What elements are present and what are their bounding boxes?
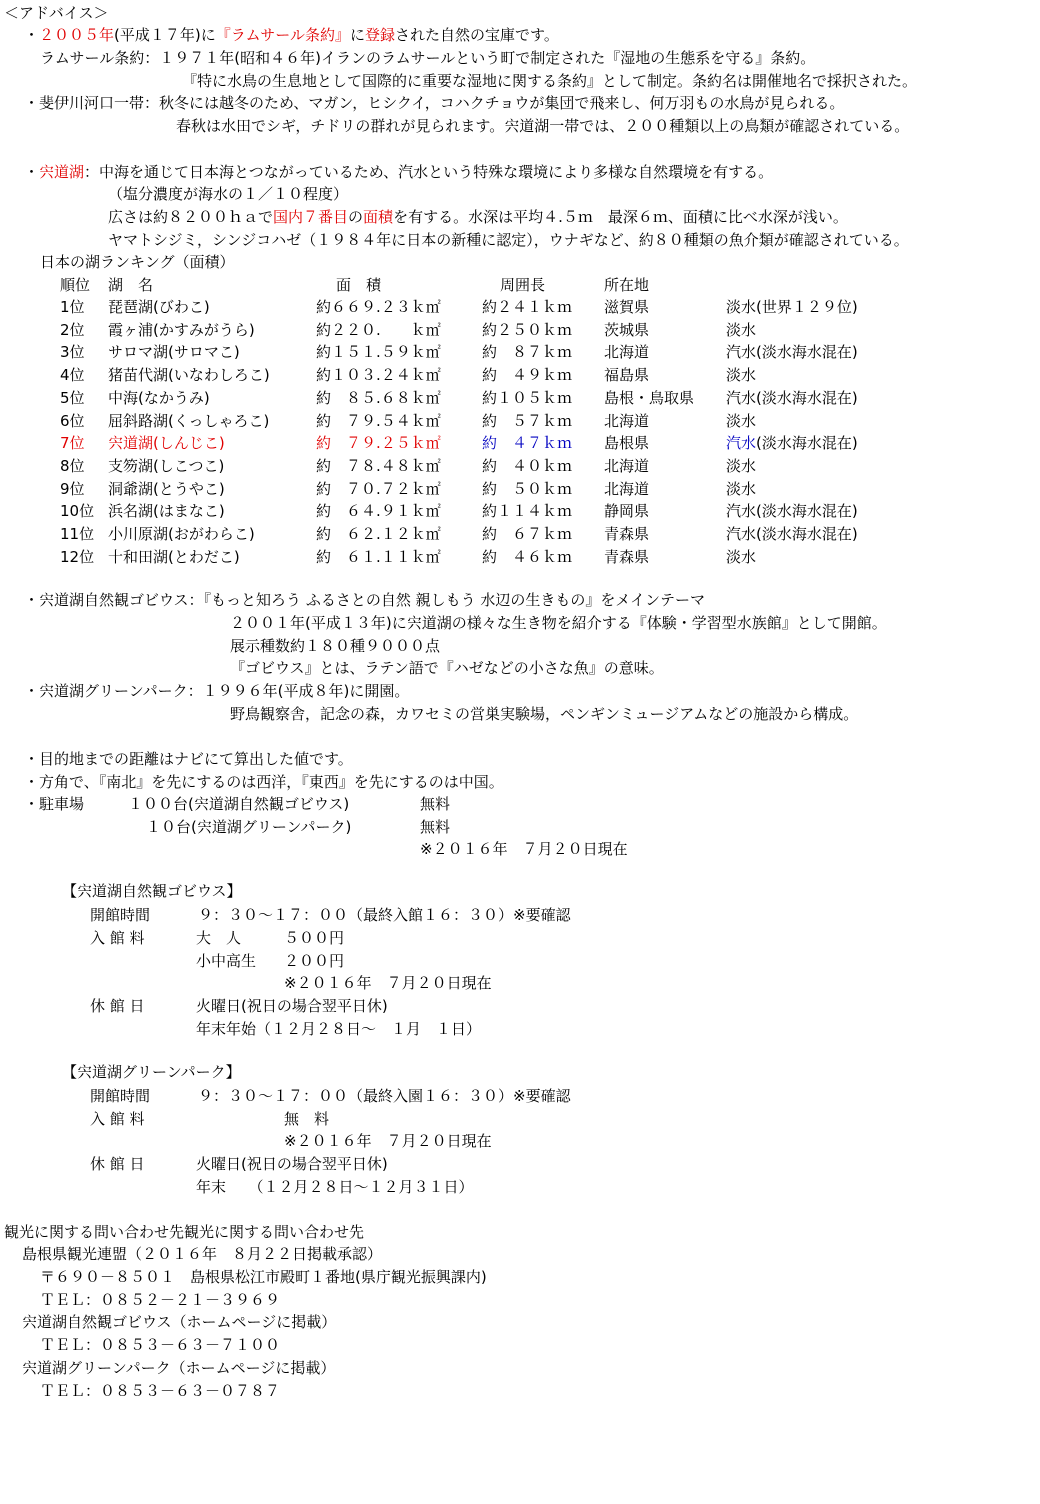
area-cell: 約１０３.２４ｋ㎡ [316, 366, 441, 384]
parking-gobius-fee: 無料 [420, 795, 451, 813]
rank-cell: 12位 [60, 548, 95, 566]
water-type-cell: 淡水 [726, 457, 757, 475]
location-cell: 青森県 [604, 548, 650, 566]
header-area: 面 積 [336, 276, 382, 294]
ramsar-line-2: ラムサール条約：１９７１年(昭和４６年)イランのラムサールという町で制定された『湿地の生態系を守る』条約。 [40, 49, 816, 67]
shinji-name: 宍道湖 [39, 163, 85, 181]
location-cell: 茨城県 [604, 321, 650, 339]
contact-title: 観光に関する問い合わせ先観光に関する問い合わせ先 [4, 1223, 365, 1241]
shinji-depth-text: を有する。水深は平均４.５ｍ 最深６ｍ、面積に比べ水深が浅い。 [393, 208, 848, 226]
location-cell: 島根・鳥取県 [604, 389, 695, 407]
hiikawa-line-2: 春秋は水田でシギ，チドリの群れが見られます。宍道湖一帯では、２００種類以上の鳥類が確認されている。 [176, 117, 910, 135]
water-type-cell: 淡水 [726, 548, 757, 566]
area-cell: 約 ７８.４８ｋ㎡ [316, 457, 441, 475]
perimeter-cell: 約 ４９ｋｍ [482, 366, 573, 384]
area-cell: 約２２０. ｋ㎡ [316, 321, 441, 339]
gobius-fee-child-label: 小中高生 [196, 952, 257, 970]
contact-federation: 島根県観光連盟（２０１６年 ８月２２日掲載承認） [22, 1245, 383, 1263]
location-cell: 北海道 [604, 412, 650, 430]
rank-cell: 11位 [60, 525, 95, 543]
shinji-line-2: （塩分濃度が海水の１／１０程度） [108, 185, 349, 203]
contact-gobius: 宍道湖自然観ゴビウス（ホームページに掲載） [22, 1313, 337, 1331]
rank-cell: 6位 [60, 412, 85, 430]
rank-cell: 2位 [60, 321, 85, 339]
shinji-particle: の [348, 208, 364, 226]
location-cell: 静岡県 [604, 502, 650, 520]
lake-name-cell: 霞ヶ浦(かすみがうら) [108, 321, 255, 339]
lake-name-cell: 十和田湖(とわだこ) [108, 548, 240, 566]
lake-name-cell: 支笏湖(しこつこ) [108, 457, 225, 475]
bullet: ・ [24, 163, 40, 181]
green-fee: 無 料 [284, 1110, 330, 1128]
location-cell: 北海道 [604, 457, 650, 475]
area-cell: 約 ７９.２５ｋ㎡ [316, 434, 441, 452]
gobius-info-title: 【宍道湖自然観ゴビウス】 [62, 882, 242, 900]
parking-greenpark-fee: 無料 [420, 818, 451, 836]
perimeter-cell: 約１１４ｋｍ [482, 502, 573, 520]
note-direction: ・方角で、『南北』を先にするのは西洋，『東西』を先にするのは中国。 [24, 773, 504, 791]
contact-address: 〒６９０－８５０１ 島根県松江市殿町１番地(県庁観光振興課内) [40, 1268, 487, 1286]
bullet: ・ [24, 26, 40, 44]
area-cell: 約 ６４.９１ｋ㎡ [316, 502, 441, 520]
water-type-cell: 淡水(世界１２９位) [726, 298, 858, 316]
green-closed-2: 年末 （１２月２８日～１２月３１日） [196, 1178, 474, 1196]
rank-cell: 1位 [60, 298, 85, 316]
parking-greenpark: １０台(宍道湖グリーンパーク) [146, 818, 352, 836]
rank-cell: 4位 [60, 366, 85, 384]
rank-cell: 9位 [60, 480, 85, 498]
gobius-hours-label: 開館時間 [90, 906, 151, 924]
perimeter-cell: 約 ６７ｋｍ [482, 525, 573, 543]
gobius-line-4: 『ゴビウス』とは、ラテン語で『ハゼなどの小さな魚』の意味。 [230, 659, 664, 677]
contact-tel-greenpark: ＴＥＬ：０８５３－６３－０７８７ [40, 1382, 281, 1400]
gobius-line-3: 展示種数約１８０種９０００点 [230, 637, 441, 655]
green-closed-1: 火曜日(祝日の場合翌平日休) [196, 1155, 388, 1173]
gobius-closed-2: 年末年始（１２月２８日～ １月 １日） [196, 1020, 482, 1038]
gobius-fee-adult: ５００円 [284, 929, 345, 947]
advice-heading: ＜アドバイス＞ [4, 4, 109, 22]
header-location: 所在地 [604, 276, 650, 294]
green-fee-label: 入 館 料 [90, 1110, 145, 1128]
gobius-line-2: ２００１年(平成１３年)に宍道湖の様々な生き物を紹介する『体験・学習型水族館』として開館。 [230, 614, 887, 632]
area-cell: 約 ６２.１２ｋ㎡ [316, 525, 441, 543]
location-cell: 青森県 [604, 525, 650, 543]
green-closed-label: 休 館 日 [90, 1155, 145, 1173]
gobius-fee-label: 入 館 料 [90, 929, 145, 947]
lake-name-cell: 琵琶湖(びわこ) [108, 298, 210, 316]
area-cell: 約 ６１.１１ｋ㎡ [316, 548, 441, 566]
gobius-closed-1: 火曜日(祝日の場合翌平日休) [196, 997, 388, 1015]
perimeter-cell: 約 ４６ｋｍ [482, 548, 573, 566]
shinji-rank-highlight: 国内７番目 [273, 208, 349, 226]
shinji-line-3 [108, 206, 848, 228]
gobius-line-1: ・宍道湖自然観ゴビウス：『もっと知ろう ふるさとの自然 親しもう 水辺の生きもの』をメインテーマ [24, 591, 706, 609]
hiikawa-line-1: ・斐伊川河口一帯：秋冬には越冬のため、マガン，ヒシクイ，コハクチョウが集団で飛来し、何万羽もの水鳥が見られる。 [24, 94, 845, 112]
ranking-title: 日本の湖ランキング（面積） [40, 253, 235, 271]
green-hours: ９：３０～１７：００（最終入園１６：３０）※要確認 [198, 1087, 571, 1105]
gobius-hours: ９：３０～１７：００（最終入館１６：３０）※要確認 [198, 906, 571, 924]
area-cell: 約 ７０.７２ｋ㎡ [316, 480, 441, 498]
green-info-title: 【宍道湖グリーンパーク】 [62, 1063, 241, 1081]
ramsar-treaty: 『ラムサール条約』 [215, 26, 351, 44]
parking-gobius: １００台(宍道湖自然観ゴビウス) [128, 795, 350, 813]
rank-cell: 8位 [60, 457, 85, 475]
perimeter-cell: 約 ８７ｋｍ [482, 343, 573, 361]
perimeter-cell: 約 ５７ｋｍ [482, 412, 573, 430]
contact-tel-federation: ＴＥＬ：０８５２－２１－３９６９ [40, 1291, 281, 1309]
area-cell: 約１５１.５９ｋ㎡ [316, 343, 441, 361]
water-type-cell: 淡水 [726, 412, 757, 430]
ramsar-line-1 [24, 24, 559, 46]
ramsar-rest: された自然の宝庫です。 [395, 26, 559, 44]
greenpark-line-2: 野鳥観察舎，記念の森，カワセミの営巣実験場，ペンギンミュージアムなどの施設から構成。 [230, 705, 859, 723]
header-name: 湖 名 [108, 276, 154, 294]
perimeter-cell: 約 ４０ｋｍ [482, 457, 573, 475]
shinji-line-1-rest: ：中海を通じて日本海とつながっているため、汽水という特殊な環境により多様な自然環境を有する。 [84, 163, 774, 181]
shinji-line-4: ヤマトシジミ，シンジコハゼ（１９８４年に日本の新種に認定），ウナギなど、約８０種類の魚介類が確認されている。 [108, 231, 909, 249]
rank-cell: 3位 [60, 343, 85, 361]
header-rank: 順位 [60, 276, 91, 294]
water-type-cell: 汽水(淡水海水混在) [726, 502, 858, 520]
contact-greenpark: 宍道湖グリーンパーク（ホームページに掲載） [22, 1359, 336, 1377]
rank-cell: 10位 [60, 502, 95, 520]
contact-tel-gobius: ＴＥＬ：０８５３－６３－７１００ [40, 1336, 281, 1354]
water-type-cell: 淡水 [726, 321, 757, 339]
water-type-cell: 汽水(淡水海水混在) [726, 343, 858, 361]
area-cell: 約６６９.２３ｋ㎡ [316, 298, 441, 316]
gobius-closed-label: 休 館 日 [90, 997, 145, 1015]
water-type-brackish: 汽水 [726, 434, 757, 452]
note-distance: ・目的地までの距離はナビにて算出した値です。 [24, 750, 353, 768]
gobius-fee-adult-label: 大 人 [196, 929, 242, 947]
lake-name-cell: 中海(なかうみ) [108, 389, 210, 407]
lake-name-cell: 浜名湖(はまなこ) [108, 502, 225, 520]
area-cell: 約 ７９.５４ｋ㎡ [316, 412, 441, 430]
ramsar-line-3: 『特に水鳥の生息地として国際的に重要な湿地に関する条約』として制定。条約名は開催地名で採択された。 [182, 72, 918, 90]
ramsar-mid: に [350, 26, 366, 44]
ramsar-year: ２００５年 [39, 26, 115, 44]
shinji-line-1 [24, 161, 773, 183]
area-cell: 約 ８５.６８ｋ㎡ [316, 389, 441, 407]
shinji-area-text: 広さは約８２００ｈａで [108, 208, 274, 226]
water-type-cell: 汽水(淡水海水混在) [726, 525, 858, 543]
lake-name-cell: 屈斜路湖(くっしゃろこ) [108, 412, 270, 430]
rank-cell: 7位 [60, 434, 85, 452]
perimeter-cell: 約１０５ｋｍ [482, 389, 573, 407]
ramsar-registered: 登録 [365, 26, 396, 44]
parking-label: ・駐車場 [24, 795, 85, 813]
shinji-area-highlight: 面積 [363, 208, 394, 226]
water-type-cell: 淡水 [726, 366, 757, 384]
green-fee-asof: ※２０１６年 ７月２０日現在 [284, 1132, 492, 1150]
greenpark-line-1: ・宍道湖グリーンパーク：１９９６年(平成８年)に開園。 [24, 682, 410, 700]
lake-name-cell: 猪苗代湖(いなわしろこ) [108, 366, 270, 384]
lake-name-cell: 小川原湖(おがわらこ) [108, 525, 255, 543]
lake-name-cell: 洞爺湖(とうやこ) [108, 480, 225, 498]
green-hours-label: 開館時間 [90, 1087, 151, 1105]
location-cell: 滋賀県 [604, 298, 650, 316]
lake-name-cell: 宍道湖(しんじこ) [108, 434, 225, 452]
location-cell: 北海道 [604, 343, 650, 361]
location-cell: 北海道 [604, 480, 650, 498]
parking-asof: ※２０１６年 ７月２０日現在 [420, 840, 628, 858]
water-type-cell: 汽水(淡水海水混在) [726, 389, 858, 407]
gobius-fee-child: ２００円 [284, 952, 345, 970]
water-type-cell [726, 432, 858, 454]
location-cell: 福島県 [604, 366, 650, 384]
lake-name-cell: サロマ湖(サロマこ) [108, 343, 240, 361]
location-cell: 島根県 [604, 434, 650, 452]
rank-cell: 5位 [60, 389, 85, 407]
perimeter-cell: 約 ４７ｋｍ [482, 434, 573, 452]
ramsar-year-note: (平成１７年)に [114, 26, 216, 44]
perimeter-cell: 約２５０ｋｍ [482, 321, 573, 339]
header-perimeter: 周囲長 [500, 276, 546, 294]
gobius-fee-asof: ※２０１６年 ７月２０日現在 [284, 974, 492, 992]
water-type-cell: 淡水 [726, 480, 757, 498]
water-type-detail: (淡水海水混在) [756, 434, 858, 452]
perimeter-cell: 約 ５０ｋｍ [482, 480, 573, 498]
perimeter-cell: 約２４１ｋｍ [482, 298, 573, 316]
